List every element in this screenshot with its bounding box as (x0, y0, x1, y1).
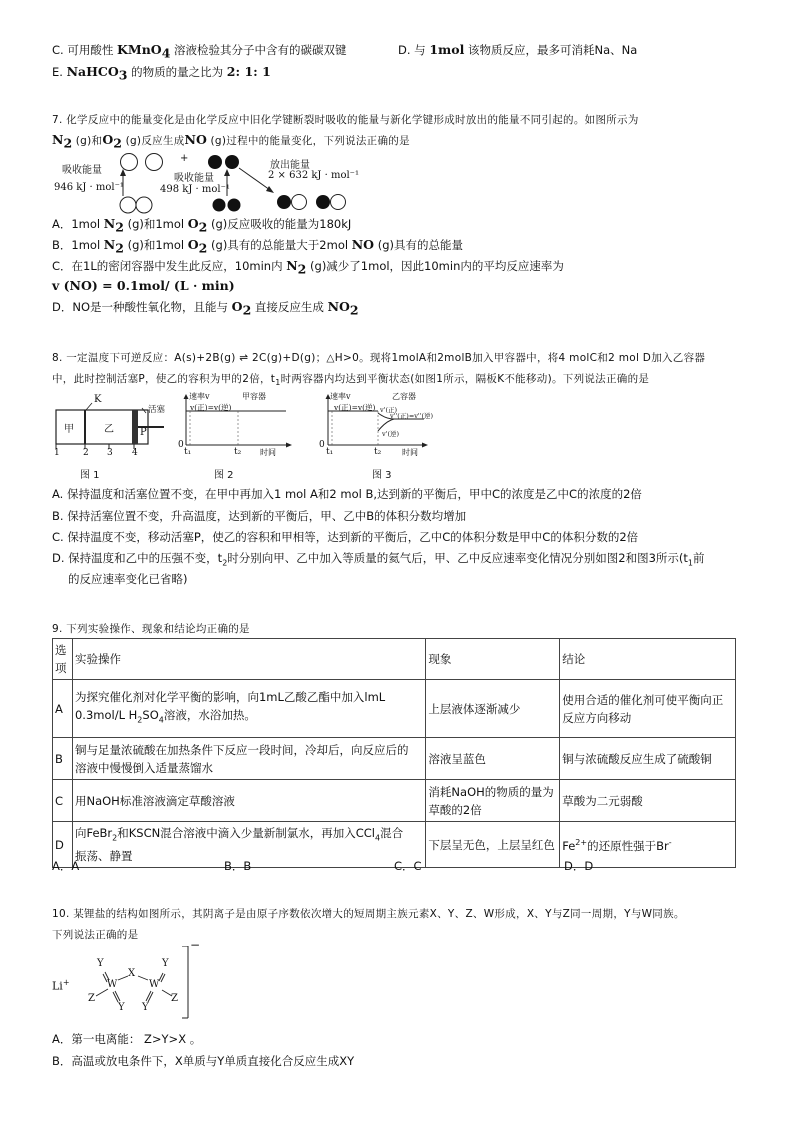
vessel-jia-label: 甲 (64, 424, 74, 435)
curve-label: v(正)=v(逆) (190, 403, 232, 412)
q10-option-a: A．第一电离能： Z>Y>X 。 (52, 1032, 202, 1046)
anion-structure (52, 938, 212, 1020)
table-header-cell: 选 项 (53, 639, 73, 680)
t1-label: t₁ (326, 447, 334, 457)
q6-option-d: D. 与 1mol 该物质反应，最多可消耗Na、Na (398, 42, 638, 57)
table-header-cell: 现象 (426, 639, 560, 680)
q6-option-e: E. NaHCO$_3$ 的物质的量之比为 2: 1: 1 (52, 64, 271, 83)
table-row (53, 780, 736, 822)
scale-tick: 1 (54, 448, 60, 458)
table-cell: 向FeBr$_2$和KSCN混合溶液中滴入少量新制氯水，再加入CCl$_4$混合 振荡、静置 (72, 822, 425, 868)
q8-option-d-cont: 的反应速率变化已省略) (68, 572, 188, 586)
origin-label: 0 (319, 440, 325, 450)
figure-3-rate-graph (302, 391, 434, 461)
q8-option-d: D. 保持温度和乙中的压强不变，$t_2$时分别向甲、乙中加入等质量的氦气后，甲、乙中反应速率变化情况分别如图2和图3所示($t_1$前 (52, 551, 705, 568)
t2-label: t₂ (234, 447, 242, 457)
q10-stem-line2: 下列说法正确的是 (52, 929, 139, 941)
atom-z: Z (171, 993, 178, 1004)
y-axis-label: 速率v (330, 392, 351, 401)
table-cell: B (53, 738, 73, 780)
scale-tick: 4 (132, 448, 138, 458)
partition-k-label: K (94, 394, 102, 405)
q9-answer-a: A．A (52, 859, 80, 873)
piston-label: 活塞 (148, 405, 166, 415)
structure-bonds (52, 946, 212, 1020)
q10-stem: 10. 某锂盐的结构如图所示，其阴离子是由原子序数依次增大的短周期主族元素X、Y、Z、W形成，X、Y与Z同一周期，Y与W同族。 (52, 908, 685, 920)
figure-1-vessels (52, 393, 172, 459)
table-cell: 为探究催化剂对化学平衡的影响，向1mL乙酸乙酯中加入lmL 0.3mol/L $H_2SO_4$溶液，水浴加热。 (72, 680, 425, 738)
table-cell: 消耗NaOH的物质的量为草酸的2倍 (426, 780, 560, 822)
figure-3-caption: 图 3 (372, 470, 392, 481)
table-cell: 使用合适的催化剂可使平衡向正反应方向移动 (560, 680, 736, 738)
table-cell: 草酸为二元弱酸 (560, 780, 736, 822)
absorb-value-1: 946 kJ · mol⁻¹ (54, 182, 124, 193)
q7-stem-line2: $N_2$ (g)和$O_2$ (g)反应生成NO (g)过程中的能量变化，下列说法正确的是 (52, 132, 410, 151)
curve-down-label: v'(逆) (382, 430, 400, 438)
atom-w: W (149, 979, 160, 990)
table-cell: D (53, 822, 73, 868)
q8-option-b: B. 保持活塞位置不变，升高温度，达到新的平衡后，甲、乙中B的体积分数均增加 (52, 509, 467, 523)
table-cell: $Fe^{2+}$的还原性强于Br- (560, 822, 736, 868)
table-header-row (53, 639, 736, 680)
q8-stem-line2: 中，此时控制活塞P，使乙的容积为甲的2倍，$t_1$时两容器内均达到平衡状态(如图1所示，隔板K不能移动)。下列说法正确的是 (52, 373, 650, 388)
table-cell: A (53, 680, 73, 738)
atom-z: Z (88, 993, 95, 1004)
q8-option-a: A. 保持温度和活塞位置不变，在甲中再加入1 mol A和2 mol B,达到新的平衡后，甲中C的浓度是乙中C的浓度的2倍 (52, 487, 642, 501)
table-cell: C (53, 780, 73, 822)
release-value: 2 × 632 kJ · mol⁻¹ (268, 170, 359, 181)
curve-label: v(正)=v(逆) (334, 403, 376, 412)
curve-eq-label: v''(正)=v''(逆) (390, 412, 434, 420)
q9-answer-d: D．D (564, 859, 594, 873)
table-cell: 溶液呈蓝色 (426, 738, 560, 780)
t2-label: t₂ (374, 447, 382, 457)
atom-y: Y (118, 1002, 125, 1013)
table-row (53, 680, 736, 738)
atom-x: X (128, 968, 136, 979)
plus-sign: + (180, 153, 189, 164)
table-cell: 铜与足量浓硫酸在加热条件下反应一段时间，冷却后，向反应后的 溶液中慢慢倒入适量蒸馏水 (72, 738, 425, 780)
energy-diagram (52, 150, 362, 214)
absorb-label-2: 吸收能量 (174, 173, 214, 184)
graph-title: 甲容器 (242, 392, 266, 401)
q7-option-b: B．1mol $N_2$ (g)和1mol $O_2$ (g)具有的总能量大于2mol NO (g)具有的总能量 (52, 237, 463, 256)
graph-title: 乙容器 (392, 392, 416, 401)
table-row (53, 738, 736, 780)
atom-w: W (107, 979, 118, 990)
q7-option-d: D．NO是一种酸性氧化物，且能与 $O_2$ 直接反应生成 $NO_2$ (52, 299, 359, 318)
table-cell: 铜与浓硫酸反应生成了硫酸铜 (560, 738, 736, 780)
table-header-cell: 结论 (560, 639, 736, 680)
release-label: 放出能量 (270, 160, 310, 171)
q9-answer-b: B．B (224, 859, 252, 873)
q8-option-c: C. 保持温度不变，移动活塞P，使乙的容积和甲相等，达到新的平衡后，乙中C的体积分数是甲中C的体积分数的2倍 (52, 530, 639, 544)
q6-option-c: C. 可用酸性 KMnO$_4$ 溶液检验其分子中含有的碳碳双键 (52, 42, 347, 61)
vessel-yi-label: 乙 (104, 424, 114, 435)
atom-y: Y (162, 958, 169, 969)
scale-tick: 2 (83, 448, 89, 458)
x-axis-label: 时间 (260, 448, 276, 457)
q8-stem: 8. 一定温度下可逆反应：A(s)+2B(g) ⇌ 2C(g)+D(g)；△H>0。现将1molA和2molB加入甲容器中，将4 molC和2 mol D加入乙容器 (52, 352, 706, 364)
table-cell: 下层呈无色，上层呈红色 (426, 822, 560, 868)
figure-1-caption: 图 1 (80, 470, 100, 481)
experiment-table (52, 638, 736, 868)
q9-answer-c: C．C (394, 859, 422, 873)
t1-label: t₁ (184, 447, 192, 457)
absorb-label-1: 吸收能量 (62, 165, 102, 176)
x-axis-label: 时间 (402, 448, 418, 457)
piston-p-label: P (140, 427, 147, 438)
atom-y: Y (142, 1002, 149, 1013)
q7-option-a: A．1mol $N_2$ (g)和1mol $O_2$ (g)反应吸收的能量为180kJ (52, 216, 352, 235)
origin-label: 0 (178, 440, 184, 450)
table-cell: 用NaOH标准溶液滴定草酸溶液 (72, 780, 425, 822)
q10-option-b: B．高温或放电条件下，X单质与Y单质直接化合反应生成XY (52, 1054, 355, 1068)
y-axis-label: 速率v (189, 392, 210, 401)
table-cell: 上层液体逐渐减少 (426, 680, 560, 738)
table-header-cell: 实验操作 (72, 639, 425, 680)
absorb-value-2: 498 kJ · mol⁻¹ (160, 184, 230, 195)
anion-charge: − (190, 938, 201, 952)
figure-2-rate-graph (176, 391, 296, 461)
q7-option-c: C．在1L的密闭容器中发生此反应，10min内 $N_2$ (g)减少了1mol，因此10min内的平均反应速率为 (52, 258, 564, 277)
q9-stem: 9. 下列实验操作、现象和结论均正确的是 (52, 623, 250, 635)
curve-up-label: v'(正) (380, 406, 398, 414)
atom-y: Y (97, 958, 104, 969)
q7-rate-formula: v (NO) = 0.1mol/ (L · min) (52, 278, 235, 293)
lithium-cation: Li+ (52, 978, 70, 993)
q7-stem: 7. 化学反应中的能量变化是由化学反应中旧化学键断裂时吸收的能量与新化学键形成时放出的能量不同引起的。如图所示为 (52, 114, 639, 126)
scale-tick: 3 (107, 448, 113, 458)
figure-2-caption: 图 2 (214, 470, 234, 481)
